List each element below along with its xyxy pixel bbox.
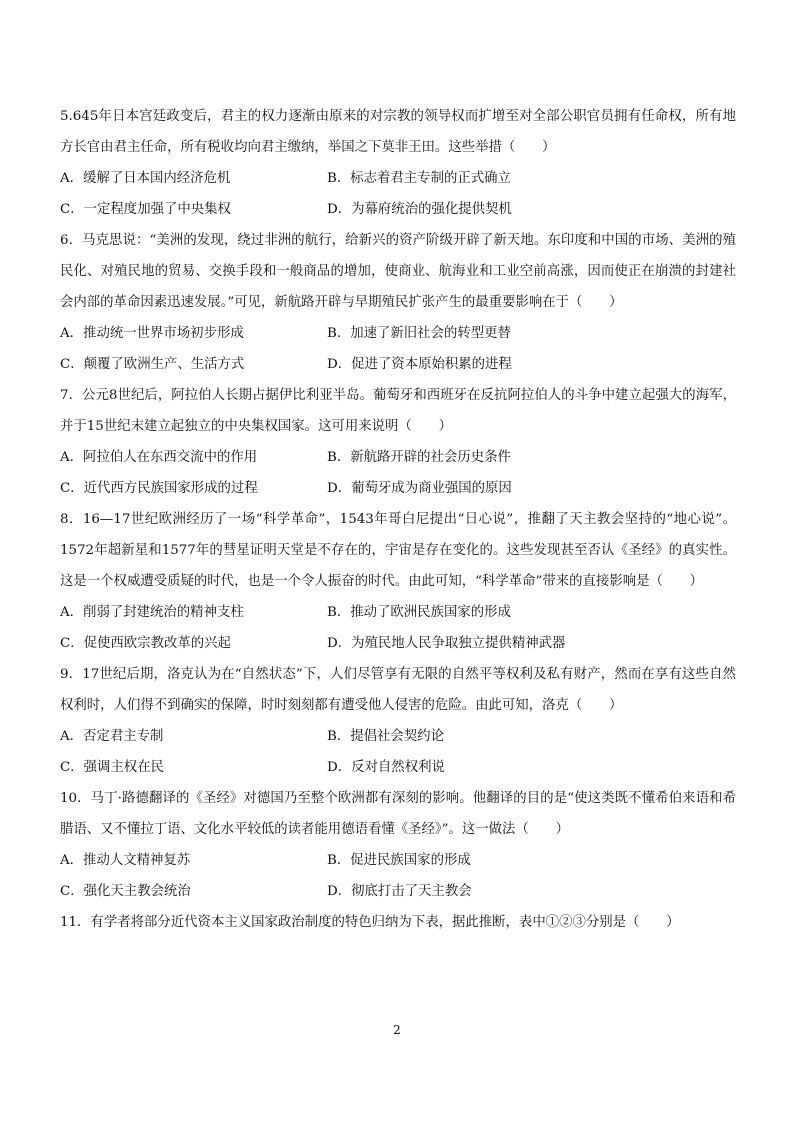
- option-c: C．强化天主教会统治: [60, 884, 191, 899]
- question-stem: 6．马克思说：“美洲的发现，绕过非洲的航行，给新兴的资产阶级开辟了新天地。东印度和中国的市场、美洲的殖民化、对殖民地的贸易、交换手段和一般商品的增加，使商业、航海业和工业空前高涨，因而使正在崩溃的封建社会内部的革命因素迅速发展。”可见，新航路开辟与早期殖民扩张产生的最重要影响在于（ ）: [60, 233, 736, 310]
- question-stem: 8．16—17世纪欧洲经历了一场“科学革命”，1543年哥白尼提出“日心说”，推翻了天主教会坚持的“地心说”。1572年超新星和1577年的彗星证明天堂是不存在的，宇宙是存在变化的。这些发现甚至否认《圣经》的真实性。这是一个权威遭受质疑的时代，也是一个令人振奋的时代。由此可知，“科学革命”带来的直接影响是（ ）: [60, 512, 736, 589]
- question-11: [60, 907, 736, 938]
- option-b: B．新航路开辟的社会历史条件: [327, 450, 511, 465]
- question-9: [60, 659, 736, 783]
- option-a: A．阿拉伯人在东西交流中的作用: [60, 450, 258, 465]
- question-5: [60, 101, 736, 225]
- question-8: [60, 504, 736, 659]
- option-a: A．削弱了封建统治的精神支柱: [60, 605, 244, 620]
- question-stem: 7．公元8世纪后，阿拉伯人长期占据伊比利亚半岛。葡萄牙和西班牙在反抗阿拉伯人的斗争中建立起强大的海军，并于15世纪末建立起独立的中央集权国家。这可用来说明（ ）: [60, 388, 736, 434]
- option-a: A．推动统一世界市场初步形成: [60, 326, 244, 341]
- option-list: [60, 597, 736, 659]
- question-list: [60, 101, 736, 938]
- option-b: B．加速了新旧社会的转型更替: [327, 326, 511, 341]
- option-a: A．否定君主专制: [60, 729, 164, 744]
- option-a: A．缓解了日本国内经济危机: [60, 171, 231, 186]
- question-10: [60, 783, 736, 907]
- option-d: D．反对自然权利说: [327, 760, 445, 775]
- option-list: [60, 721, 736, 783]
- option-b: B．提倡社会契约论: [327, 729, 444, 744]
- option-b: B．促进民族国家的形成: [327, 853, 471, 868]
- option-list: [60, 318, 736, 380]
- page-number: 2: [393, 1023, 401, 1037]
- question-stem: 9．17世纪后期，洛克认为在“自然状态”下，人们尽管享有无限的自然平等权利及私有财产，然而在享有这些自然权利时，人们得不到确实的保障，时时刻刻都有遭受他人侵害的危险。由此可知，洛克（ ）: [60, 667, 736, 713]
- option-c: C．促使西欧宗教改革的兴起: [60, 636, 231, 651]
- question-stem: 10．马丁·路德翻译的《圣经》对德国乃至整个欧洲都有深刻的影响。他翻译的目的是“使这类既不懂希伯来语和希腊语、又不懂拉丁语、文化水平较低的读者能用德语看懂《圣经》”。这一做法（ ）: [60, 791, 736, 837]
- question-stem: 11．有学者将部分近代资本主义国家政治制度的特色归纳为下表，据此推断，表中①②③分别是（ ）: [60, 915, 680, 930]
- option-c: C．颠覆了欧洲生产、生活方式: [60, 357, 245, 372]
- option-b: B．标志着君主专制的正式确立: [327, 171, 511, 186]
- option-c: C．强调主权在民: [60, 760, 164, 775]
- option-d: D．促进了资本原始积累的进程: [327, 357, 512, 372]
- option-d: D．为殖民地人民争取独立提供精神武器: [327, 636, 566, 651]
- option-list: [60, 845, 736, 907]
- question-6: [60, 225, 736, 380]
- option-list: [60, 163, 736, 225]
- option-d: D．彻底打击了天主教会: [327, 884, 472, 899]
- question-7: [60, 380, 736, 504]
- option-d: D．为幕府统治的强化提供契机: [327, 202, 512, 217]
- option-c: C．近代西方民族国家形成的过程: [60, 481, 258, 496]
- question-stem: 5.645年日本宫廷政变后，君主的权力逐渐由原来的对宗教的领导权而扩增至对全部公职官员拥有任命权，所有地方长官由君主任命，所有税收均向君主缴纳，举国之下莫非王田。这些举措（ ）: [60, 109, 736, 155]
- option-a: A．推动人文精神复苏: [60, 853, 191, 868]
- option-c: C．一定程度加强了中央集权: [60, 202, 231, 217]
- option-list: [60, 442, 736, 504]
- option-d: D．葡萄牙成为商业强国的原因: [327, 481, 512, 496]
- option-b: B．推动了欧洲民族国家的形成: [327, 605, 511, 620]
